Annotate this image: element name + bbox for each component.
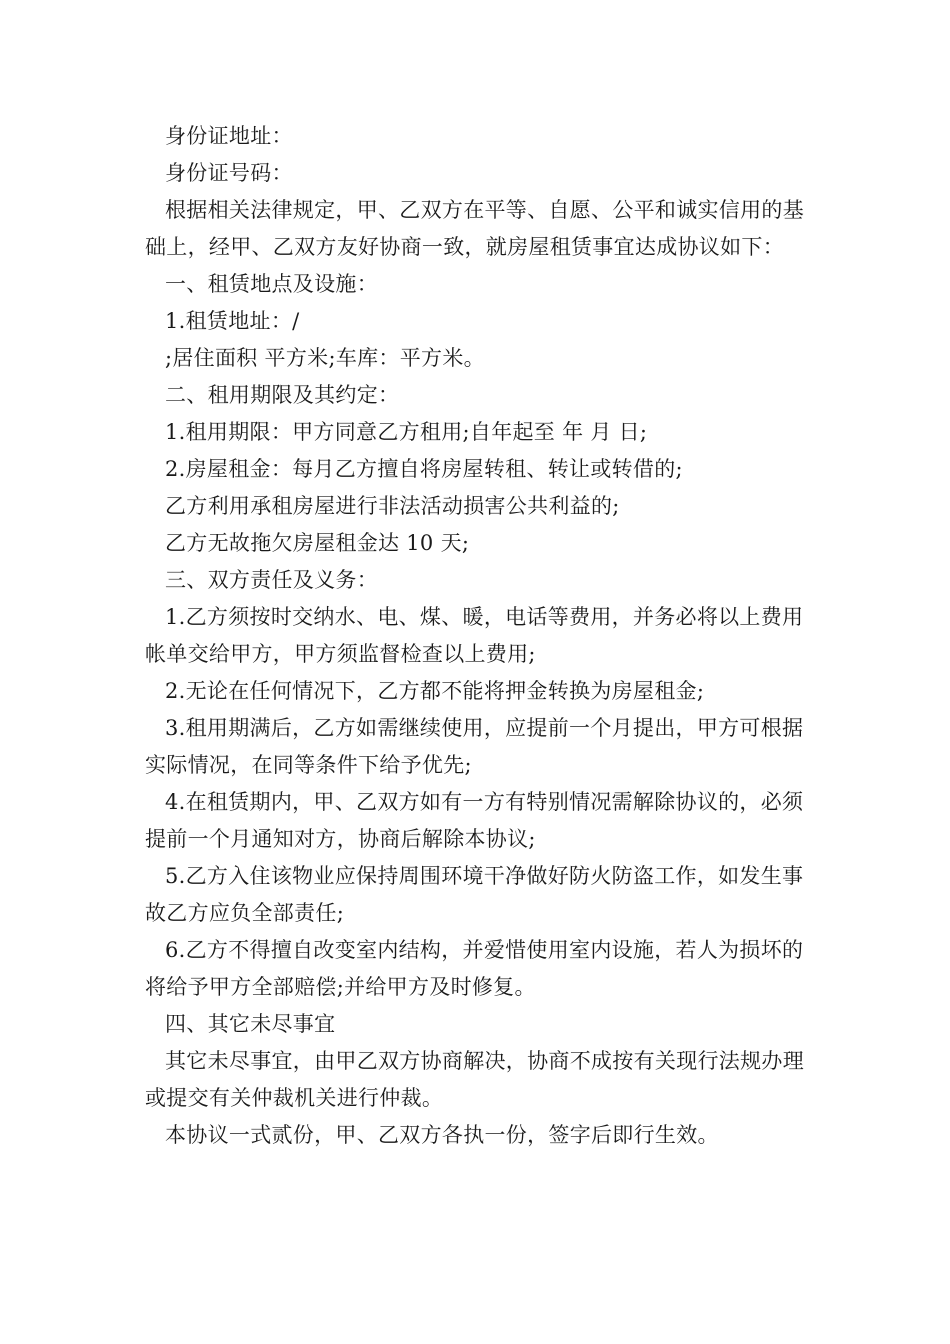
copies-paragraph: 本协议一式贰份，甲、乙双方各执一份，签字后即行生效。 [165, 1123, 719, 1147]
clause-rental-address: 1.租赁地址：/ [165, 309, 300, 333]
id-number-line: 身份证号码： [165, 161, 293, 185]
duty-5: 5.乙方入住该物业应保持周围环境干净做好防火防盗工作，如发生事故乙方应负全部责任; [145, 864, 804, 925]
section-heading-term: 二、租用期限及其约定： [165, 383, 400, 407]
section-heading-other: 四、其它未尽事宜 [165, 1012, 336, 1036]
id-address-line: 身份证地址： [165, 124, 293, 148]
duty-1: 1.乙方须按时交纳水、电、煤、暖，电话等费用，并务必将以上费用帐单交给甲方，甲方须监督检查以上费用; [145, 605, 804, 666]
duty-6: 6.乙方不得擅自改变室内结构，并爱惜使用室内设施，若人为损坏的将给予甲方全部赔偿;并给甲方及时修复。 [145, 938, 804, 999]
duty-2: 2.无论在任何情况下，乙方都不能将押金转换为房屋租金; [165, 679, 705, 703]
duty-4: 4.在租赁期内，甲、乙双方如有一方有特别情况需解除协议的，必须提前一个月通知对方，协商后解除本协议; [145, 790, 804, 851]
preamble-paragraph: 根据相关法律规定，甲、乙双方在平等、自愿、公平和诚实信用的基础上，经甲、乙双方友好协商一致，就房屋租赁事宜达成协议如下： [145, 198, 804, 259]
clause-rent: 2.房屋租金：每月乙方擅自将房屋转租、转让或转借的; [165, 457, 683, 481]
clause-area: ;居住面积 平方米;车库：平方米。 [165, 346, 485, 370]
document-body [145, 118, 810, 1154]
duty-3: 3.租用期满后，乙方如需继续使用，应提前一个月提出，甲方可根据实际情况，在同等条件下给予优先; [145, 716, 804, 777]
clause-arrears: 乙方无故拖欠房屋租金达 10 天; [165, 531, 470, 555]
section-heading-location: 一、租赁地点及设施： [165, 272, 378, 296]
clause-term: 1.租用期限：甲方同意乙方租用;自年起至 年 月 日; [165, 420, 648, 444]
section-heading-duties: 三、双方责任及义务： [165, 568, 378, 592]
clause-illegal-use: 乙方利用承租房屋进行非法活动损害公共利益的; [165, 494, 620, 518]
other-matters-paragraph: 其它未尽事宜，由甲乙双方协商解决，协商不成按有关现行法规办理或提交有关仲裁机关进行仲裁。 [145, 1049, 804, 1110]
